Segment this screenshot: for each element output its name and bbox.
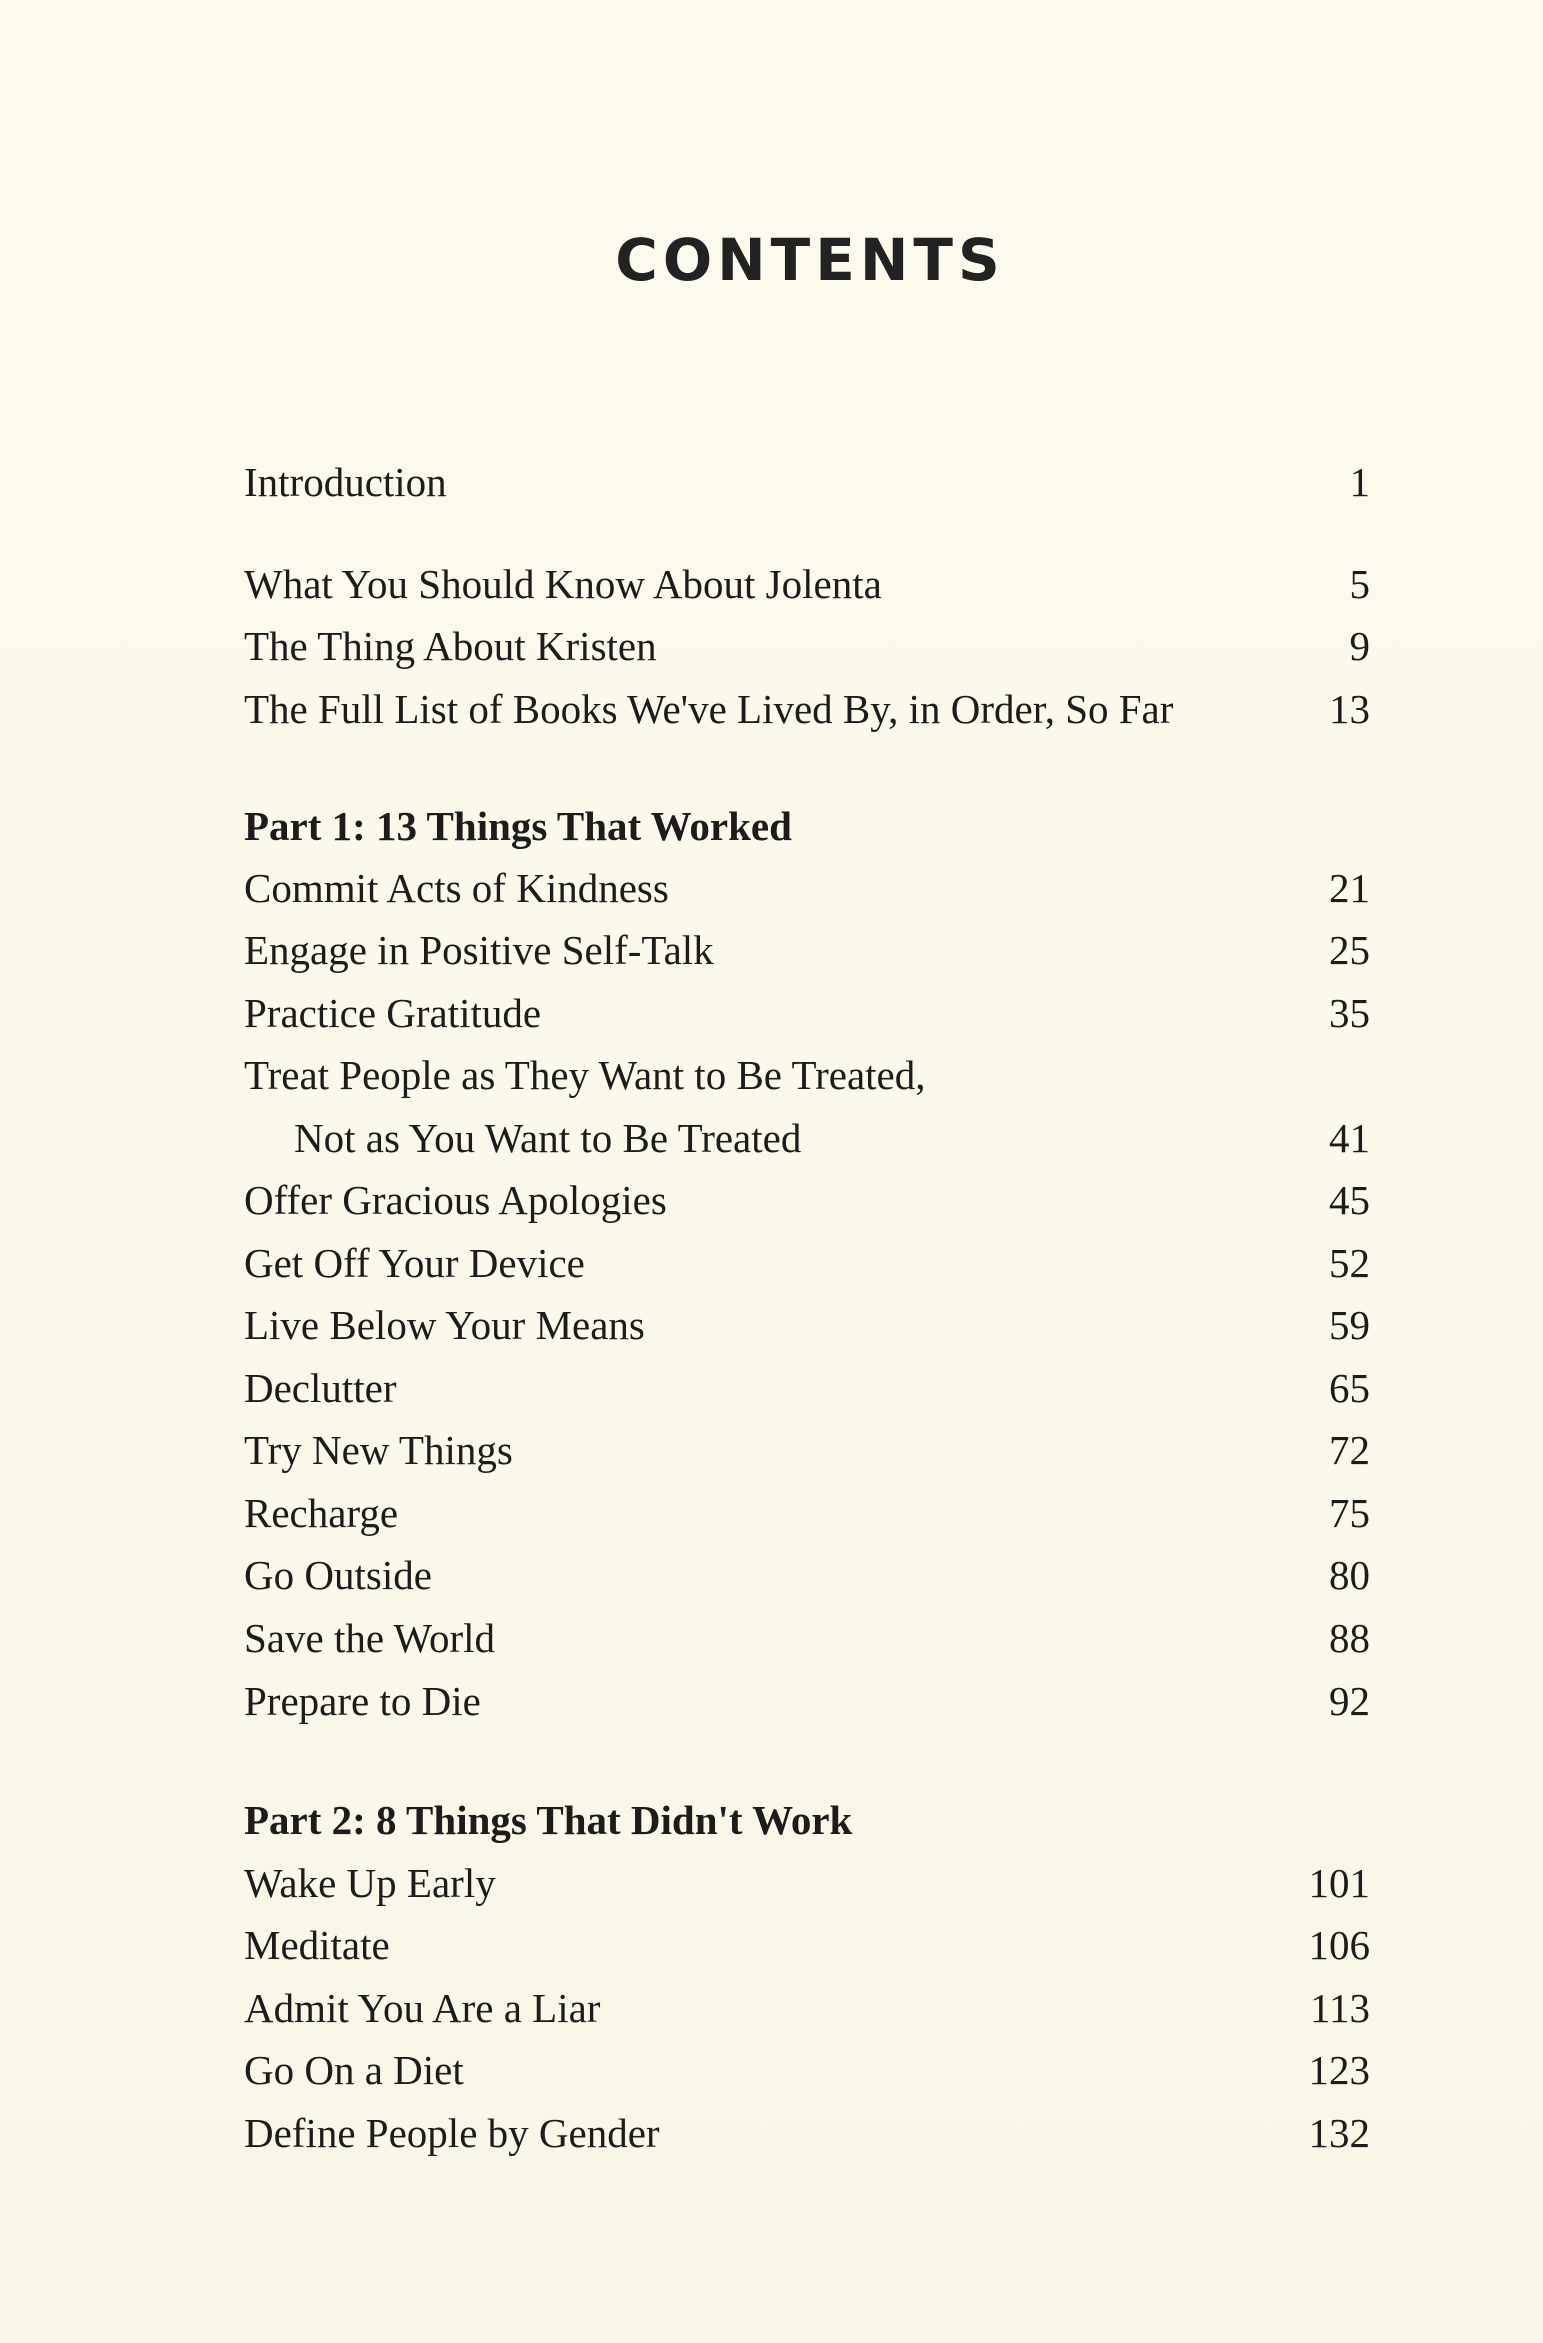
toc-entry-title: Declutter [244, 1365, 397, 1411]
toc-entry-title: The Thing About Kristen [244, 623, 657, 669]
toc-entry-page: 106 [1308, 1922, 1370, 1968]
toc-entry [244, 2102, 1370, 2164]
toc-entry-page: 59 [1329, 1302, 1370, 1348]
toc-entry [244, 1852, 1370, 1914]
toc-entry-page: 45 [1329, 1177, 1370, 1223]
toc-entry-continuation [244, 1107, 1370, 1169]
toc-entry-page: 123 [1308, 2047, 1370, 2093]
toc-entry-page: 101 [1308, 1860, 1370, 1906]
toc-entry-page: 13 [1329, 686, 1370, 732]
toc-entry [244, 1607, 1370, 1669]
part-heading-text: Part 1: 13 Things That Worked [244, 803, 792, 849]
toc-entry [244, 982, 1370, 1044]
toc-entry-title: Admit You Are a Liar [244, 1985, 601, 2031]
toc-entry-page: 72 [1329, 1427, 1370, 1473]
toc-entry-title-continued: Not as You Want to Be Treated [294, 1115, 802, 1161]
toc-entry [244, 1670, 1370, 1732]
part-2-heading [244, 1789, 1370, 1851]
toc-entry-title: The Full List of Books We've Lived By, in Order, So Far [244, 686, 1174, 732]
toc-entry [244, 857, 1370, 919]
toc-entry-page: 132 [1308, 2110, 1370, 2156]
toc-entry-title: Introduction [244, 459, 447, 505]
toc-entry-page: 5 [1349, 561, 1370, 607]
toc-entry-page: 41 [1329, 1115, 1370, 1161]
toc-entry-page: 92 [1329, 1678, 1370, 1724]
toc-entry-title: Get Off Your Device [244, 1240, 585, 1286]
toc-entry-title: Prepare to Die [244, 1678, 481, 1724]
toc-entry-title: Live Below Your Means [244, 1302, 645, 1348]
toc-entry [244, 1977, 1370, 2039]
toc-entry [244, 1914, 1370, 1976]
toc-entry-page: 21 [1329, 865, 1370, 911]
toc-entry-page: 9 [1349, 623, 1370, 669]
toc-entry-title: Go On a Diet [244, 2047, 464, 2093]
toc-entry-page: 88 [1329, 1615, 1370, 1661]
toc-entry-title: Engage in Positive Self-Talk [244, 927, 714, 973]
toc-entry-title: Go Outside [244, 1552, 432, 1598]
toc-entry-title: Meditate [244, 1922, 390, 1968]
toc-entry [244, 1419, 1370, 1481]
toc-entry-title: Commit Acts of Kindness [244, 865, 669, 911]
toc-entry-page: 25 [1329, 927, 1370, 973]
toc-entry-page: 1 [1349, 459, 1370, 505]
toc-entry-title: Practice Gratitude [244, 990, 542, 1036]
toc-entry [244, 1232, 1370, 1294]
toc-entry-page: 65 [1329, 1365, 1370, 1411]
toc-entry-book-list [244, 678, 1370, 740]
toc-entry [244, 1544, 1370, 1606]
toc-entry-kristen [244, 615, 1370, 677]
toc-entry-title: Offer Gracious Apologies [244, 1177, 667, 1223]
toc-entry-title: Recharge [244, 1490, 399, 1536]
toc-entry [244, 1357, 1370, 1419]
toc-entry-title: Try New Things [244, 1427, 513, 1473]
toc-entry [244, 1169, 1370, 1231]
toc-entry-page: 80 [1329, 1552, 1370, 1598]
toc-entry-page: 75 [1329, 1490, 1370, 1536]
toc-entry-title: Wake Up Early [244, 1860, 496, 1906]
toc-entry-title: Define People by Gender [244, 2110, 660, 2156]
page-title: CONTENTS [615, 226, 1005, 294]
toc-entry [244, 919, 1370, 981]
toc-entry-title: Treat People as They Want to Be Treated, [244, 1052, 926, 1098]
toc-entry-multiline [244, 1044, 1370, 1106]
toc-entry-page: 52 [1329, 1240, 1370, 1286]
toc-entry-introduction [244, 451, 1370, 513]
toc-entry-title: Save the World [244, 1615, 496, 1661]
part-1-heading [244, 795, 1370, 857]
toc-entry [244, 1294, 1370, 1356]
toc-entry-page: 113 [1310, 1985, 1370, 2031]
toc-entry-title: What You Should Know About Jolenta [244, 561, 882, 607]
toc-entry [244, 2039, 1370, 2101]
part-heading-text: Part 2: 8 Things That Didn't Work [244, 1797, 853, 1843]
toc-entry-page: 35 [1329, 990, 1370, 1036]
toc-entry-jolenta [244, 553, 1370, 615]
toc-entry [244, 1482, 1370, 1544]
